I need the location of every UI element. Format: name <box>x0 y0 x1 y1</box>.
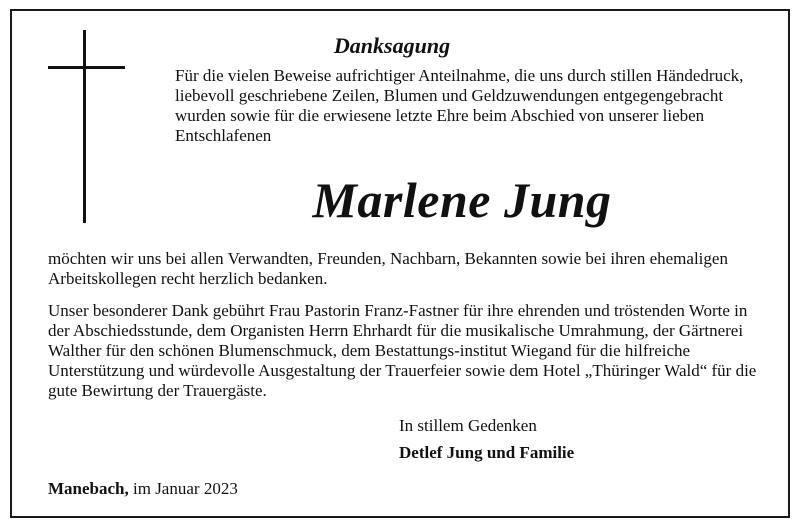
cross-horizontal-bar <box>48 66 125 69</box>
date: im Januar 2023 <box>133 479 238 498</box>
obituary-frame <box>10 9 790 518</box>
intro-text: Für die vielen Beweise aufrichtiger Anteilnahme, die uns durch stillen Händedruck, liebevoll geschriebene Zeilen, Blumen und Geldzuwendungen entgegengebracht wurden sowie für die erwiesene letzte Ehre beim Abschied von unserer lieben Entschlafenen <box>175 66 744 145</box>
signer: Detlef Jung und Familie <box>399 443 575 462</box>
cross-vertical-bar <box>83 30 86 223</box>
deceased-name: Marlene Jung <box>312 172 612 228</box>
notice-heading: Danksagung <box>333 33 451 58</box>
place-date <box>48 479 238 499</box>
special-thanks-paragraph: Unser besonderer Dank gebührt Frau Pastorin Franz-Fastner für ihre ehrenden und tröstenden Worte in der Abschiedsstunde, dem Organisten Herrn Ehrhardt für die musikalische Umrahmung, der Gärtnerei Walther für den schönen Blumenschmuck, dem Bestattungs-institut Wiegand für die hilfreiche Unterstützung und würdevolle Ausgestaltung der Trauerfeier sowie dem Hotel „Thüringer Wald“ für die gute Bewirtung der Trauergäste. <box>48 301 757 400</box>
thanks-paragraph: möchten wir uns bei allen Verwandten, Freunden, Nachbarn, Bekannten sowie bei ihren ehemaligen Arbeitskollegen recht herzlich bedanken. <box>48 249 728 288</box>
place: Manebach, <box>48 479 129 498</box>
closing-line: In stillem Gedenken <box>399 416 537 435</box>
